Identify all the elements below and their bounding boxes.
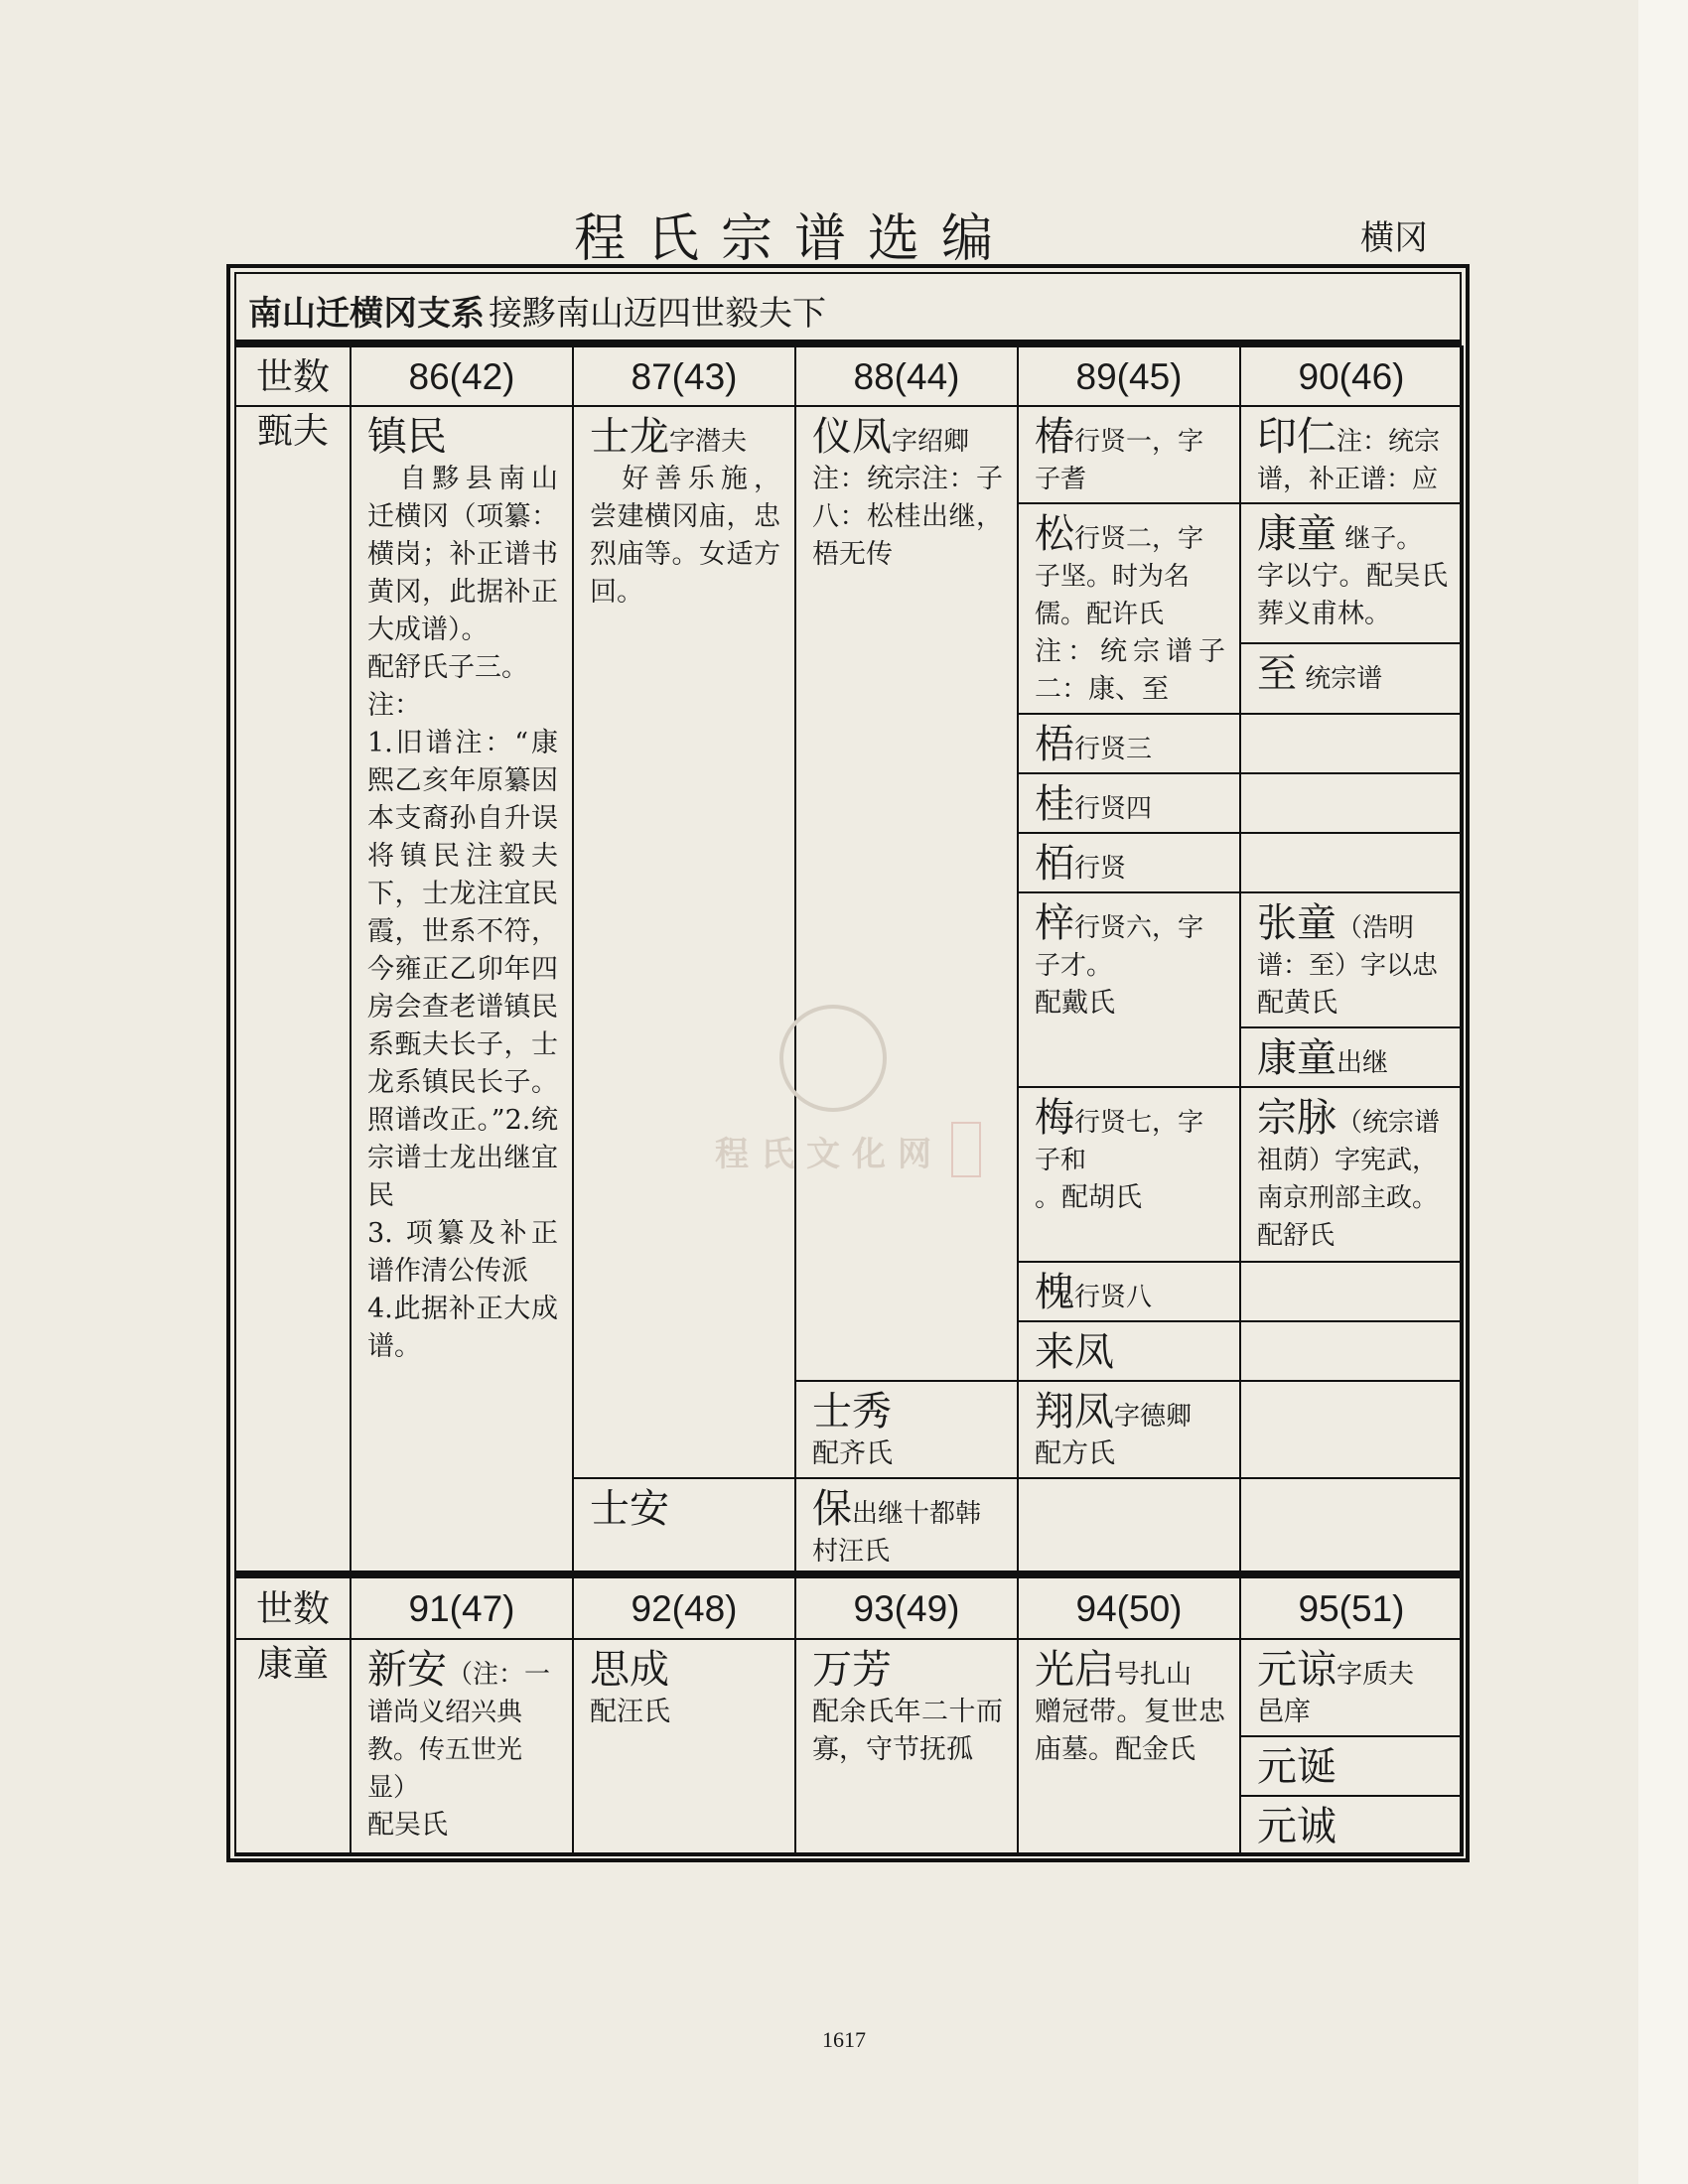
gen-header-row xyxy=(235,1577,1463,1639)
person-note: 号扎山 xyxy=(1114,1660,1193,1690)
person-name: 张童 xyxy=(1257,900,1336,946)
entry-kangtong-2 xyxy=(1240,1027,1463,1087)
watermark-seal-icon xyxy=(779,1005,887,1112)
gen-92: 92(48) xyxy=(573,1577,795,1639)
genealogy-table-2 xyxy=(234,1576,1464,1856)
person-name: 元谅 xyxy=(1257,1647,1336,1693)
gen-95: 95(51) xyxy=(1240,1577,1463,1639)
gen-94: 94(50) xyxy=(1018,1577,1240,1639)
entry-text: 配余氏年二十而寡，守节抚孤 xyxy=(812,1697,1003,1765)
person-name: 梅 xyxy=(1035,1095,1074,1141)
person-name: 士龙 xyxy=(590,414,669,460)
person-note: 字德卿 xyxy=(1114,1402,1193,1432)
person-name: 万芳 xyxy=(812,1647,892,1693)
entry-kangtong xyxy=(1240,503,1463,643)
person-note: 字绍卿 xyxy=(892,427,970,457)
entry-laifeng xyxy=(1018,1321,1240,1381)
entry-bai xyxy=(1018,833,1240,892)
person-note: 统宗谱 xyxy=(1297,663,1383,694)
empty-cell xyxy=(1018,1478,1240,1577)
ancestor-label: 甄夫 xyxy=(235,406,351,1577)
person-name: 栢 xyxy=(1035,841,1074,887)
person-note: 行贤六，字子才。 xyxy=(1035,913,1204,981)
person-name: 康童 xyxy=(1257,1035,1336,1081)
person-name: 宗脉 xyxy=(1257,1095,1336,1141)
gen-93: 93(49) xyxy=(795,1577,1018,1639)
watermark-stamp-icon xyxy=(951,1122,981,1177)
entry-text: 注： xyxy=(367,690,421,721)
entry-song xyxy=(1018,503,1240,714)
entry-yifeng xyxy=(795,406,1018,1381)
entry-text: 赠冠带。复世忠庙墓。配金氏 xyxy=(1035,1697,1225,1765)
empty-cell xyxy=(1240,833,1463,892)
entry-yinren xyxy=(1240,406,1463,503)
person-name: 康童 xyxy=(1257,511,1336,557)
person-note: 字质夫 xyxy=(1336,1660,1415,1690)
entry-shian xyxy=(573,1478,795,1577)
entry-mei xyxy=(1018,1087,1240,1262)
person-name: 来凤 xyxy=(1035,1329,1114,1375)
person-name: 新安 xyxy=(367,1647,447,1693)
empty-cell xyxy=(1240,1381,1463,1478)
entry-huai xyxy=(1018,1262,1240,1321)
person-name: 士安 xyxy=(590,1486,669,1532)
entry-xinan xyxy=(351,1639,573,1855)
empty-cell xyxy=(1240,773,1463,833)
person-name: 桂 xyxy=(1035,781,1074,827)
entry-zhi xyxy=(1240,643,1463,714)
empty-cell xyxy=(1240,1262,1463,1321)
entry-chun xyxy=(1018,406,1240,503)
gen-label: 世数 xyxy=(235,346,351,406)
gen-label: 世数 xyxy=(235,1577,351,1639)
person-note: 出继十都韩村汪氏 xyxy=(812,1499,982,1567)
person-name: 士秀 xyxy=(812,1389,892,1434)
person-note: 注：统宗谱，补正谱：应 xyxy=(1257,427,1441,494)
person-note: 继子。 xyxy=(1336,524,1423,554)
entry-text: 配汪氏 xyxy=(590,1697,670,1727)
entry-yuanliang xyxy=(1240,1639,1463,1736)
entry-text: 配黄氏 xyxy=(1257,988,1337,1019)
person-name: 椿 xyxy=(1035,414,1074,460)
person-note: 出继 xyxy=(1336,1048,1389,1078)
entry-text: 注：统宗注：子八：松桂出继，梧无传 xyxy=(812,464,1003,570)
entry-text: 4.此据补正大成谱。 xyxy=(367,1294,558,1362)
gen-88: 88(44) xyxy=(795,346,1018,406)
entry-text: 配戴氏 xyxy=(1035,988,1115,1019)
entry-bao xyxy=(795,1478,1018,1577)
entry-text: 1.旧谱注：“康熙乙亥年原纂因本支裔孙自升误将镇民注毅夫下，士龙注宜民霞，世系不符，今雍正乙卯年四房会查老谱镇民系甄夫长子，士龙系镇民长子。照谱改正。”2.统宗谱士龙出继宜民 xyxy=(367,728,558,1211)
entry-text: 配齐氏 xyxy=(812,1438,893,1469)
person-note: 字潜夫 xyxy=(669,427,748,457)
branch-subtitle: 接黟南山迈四世毅夫下 xyxy=(489,293,826,334)
entry-gui xyxy=(1018,773,1240,833)
person-name: 思成 xyxy=(590,1647,669,1693)
gen-86: 86(42) xyxy=(351,346,573,406)
page-title: 程氏宗谱选编 xyxy=(573,209,1015,269)
entry-text: 配舒氏子三。 xyxy=(367,652,528,683)
entry-sicheng xyxy=(573,1639,795,1855)
entry-yuancheng xyxy=(1240,1796,1463,1855)
person-name: 梧 xyxy=(1035,722,1074,767)
person-note: 行贤八 xyxy=(1074,1283,1153,1312)
entry-zhangtong xyxy=(1240,892,1463,1027)
person-note: （注：一谱尚义绍兴典教。传五世光显） xyxy=(367,1660,551,1803)
person-note: （统宗谱祖荫）字宪武，南京刑部主政。配舒氏 xyxy=(1257,1108,1441,1251)
person-name: 印仁 xyxy=(1257,414,1336,460)
entry-text: 配吴氏 xyxy=(367,1810,448,1841)
entry-guangqi xyxy=(1018,1639,1240,1855)
entry-text: 。配胡氏 xyxy=(1035,1182,1142,1213)
page-number: 1617 xyxy=(822,2027,866,2052)
person-name: 镇民 xyxy=(367,414,447,460)
gen-header-row xyxy=(235,346,1463,406)
entry-shixiu xyxy=(795,1381,1018,1478)
entry-text: 注：统宗谱子二：康、至 xyxy=(1035,636,1225,705)
entry-zhenmin xyxy=(351,406,573,1577)
person-note: 行贤七，字子和 xyxy=(1035,1108,1204,1175)
person-note: 行贤二，字子坚。时为名儒。配许氏 xyxy=(1035,524,1204,629)
person-name: 松 xyxy=(1035,511,1074,557)
ancestor-label: 康童 xyxy=(235,1639,351,1855)
region-label: 横冈 xyxy=(1360,218,1428,258)
entry-zi xyxy=(1018,892,1240,1087)
empty-cell xyxy=(1240,1321,1463,1381)
gen-87: 87(43) xyxy=(573,346,795,406)
person-note: 行贤一，字子耆 xyxy=(1035,427,1204,494)
branch-name: 南山迁横冈支系 xyxy=(248,293,485,334)
person-note: 行贤三 xyxy=(1074,735,1153,764)
person-name: 保 xyxy=(812,1486,852,1532)
person-note: 行贤 xyxy=(1074,854,1127,884)
page-margin xyxy=(1638,0,1688,2184)
entry-text: 好善乐施，尝建横冈庙，忠烈庙等。女适方回。 xyxy=(590,464,780,608)
person-name: 槐 xyxy=(1035,1270,1074,1315)
gen-90: 90(46) xyxy=(1240,346,1463,406)
entry-xiangfeng xyxy=(1018,1381,1240,1478)
genealogy-table-1 xyxy=(234,345,1464,1578)
person-name: 至 xyxy=(1257,650,1297,697)
entry-text: 3. 项纂及补正谱作清公传派 xyxy=(367,1218,558,1287)
entry-wu xyxy=(1018,714,1240,773)
empty-cell xyxy=(1240,1478,1463,1577)
entry-text: 自黟县南山迁横冈（项纂：横岗；补正谱书黄冈，此据补正大成谱）。 xyxy=(367,464,558,645)
entry-text: 字以宁。配吴氏葬义甫林。 xyxy=(1257,561,1448,629)
entry-yuandan xyxy=(1240,1736,1463,1796)
person-name: 梓 xyxy=(1035,900,1074,946)
gen-89: 89(45) xyxy=(1018,346,1240,406)
entry-wanfang xyxy=(795,1639,1018,1855)
person-name: 元诞 xyxy=(1257,1744,1336,1790)
person-name: 翔凤 xyxy=(1035,1389,1114,1434)
branch-header xyxy=(238,280,1466,340)
person-name: 光启 xyxy=(1035,1647,1114,1693)
person-note: 行贤四 xyxy=(1074,794,1153,824)
person-name: 元诚 xyxy=(1257,1804,1336,1849)
watermark-text: 程氏文化网 xyxy=(715,1135,943,1174)
empty-cell xyxy=(1240,714,1463,773)
entry-zongmai xyxy=(1240,1087,1463,1262)
gen-91: 91(47) xyxy=(351,1577,573,1639)
entry-shilong xyxy=(573,406,795,1478)
entry-text: 配方氏 xyxy=(1035,1438,1115,1469)
entry-text: 邑庠 xyxy=(1257,1697,1311,1727)
person-name: 仪凤 xyxy=(812,414,892,460)
person-note: （浩明谱：至）字以忠 xyxy=(1257,913,1439,981)
